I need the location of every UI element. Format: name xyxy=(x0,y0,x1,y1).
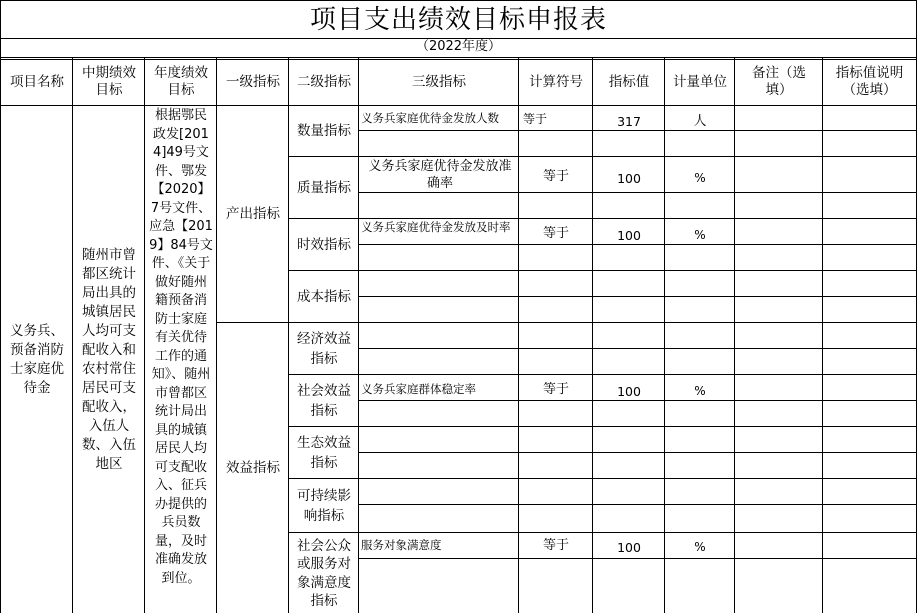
grid-line-h xyxy=(0,38,917,39)
grid-line-h xyxy=(288,156,917,157)
satisfaction-value: 100 xyxy=(617,540,641,555)
grid-line-v xyxy=(734,57,735,613)
grid-line-h xyxy=(216,322,917,323)
grid-line-h xyxy=(358,130,917,131)
level2-quality: 质量指标 xyxy=(297,179,351,196)
grid-line-h xyxy=(358,400,917,401)
quality-indicator-name: 义务兵家庭优待金发放准确率 xyxy=(368,159,512,191)
timeliness-symbol: 等于 xyxy=(542,226,569,241)
grid-line-h xyxy=(358,504,917,505)
quality-unit: % xyxy=(694,171,706,185)
header-level1: 一级指标 xyxy=(226,73,280,90)
quantity-symbol: 等于 xyxy=(523,112,548,126)
grid-line-h xyxy=(358,558,917,559)
grid-line-v xyxy=(592,57,593,613)
grid-line-h xyxy=(288,270,917,271)
satisfaction-symbol: 等于 xyxy=(542,538,569,553)
quantity-unit: 人 xyxy=(693,114,707,129)
grid-line-v xyxy=(216,57,217,613)
social-symbol: 等于 xyxy=(542,382,569,397)
quality-value: 100 xyxy=(617,171,641,186)
mid-target-cell: 随州市曾都区统计局出具的城镇居民人均可支配收入和农村常住居民可支配收入，入伍人数、入伍地区 xyxy=(82,246,136,472)
grid-line-v xyxy=(0,0,1,613)
header-value: 指标值 xyxy=(608,73,650,90)
quality-symbol: 等于 xyxy=(542,169,569,184)
grid-line-h xyxy=(288,374,917,375)
grid-line-h xyxy=(288,426,917,427)
grid-line-h xyxy=(288,532,917,533)
level2-ecological: 生态效益指标 xyxy=(297,435,351,471)
grid-line-v xyxy=(822,57,823,613)
grid-line-h xyxy=(288,218,917,219)
timeliness-indicator-name: 义务兵家庭优待金发放及时率 xyxy=(361,220,511,234)
grid-line-h xyxy=(358,348,917,349)
grid-line-v xyxy=(358,57,359,613)
header-level3: 三级指标 xyxy=(412,73,466,90)
social-value: 100 xyxy=(617,384,641,399)
grid-line-v xyxy=(144,57,145,613)
grid-line-h xyxy=(288,478,917,479)
level2-social: 社会效益指标 xyxy=(297,383,351,419)
header-mid-target: 中期绩效目标 xyxy=(82,65,136,98)
grid-line-v xyxy=(288,57,289,613)
quantity-value: 317 xyxy=(617,114,641,129)
grid-line-h xyxy=(0,57,917,58)
grid-line-h xyxy=(0,0,917,1)
header-symbol: 计算符号 xyxy=(529,73,583,90)
grid-line-h xyxy=(358,296,917,297)
header-project-name: 项目名称 xyxy=(10,73,64,90)
level2-timeliness: 时效指标 xyxy=(297,236,351,253)
level2-satisfaction: 社会公众或服务对象满意度指标 xyxy=(297,537,351,609)
grid-line-v xyxy=(518,57,519,613)
level2-sustainable: 可持续影响指标 xyxy=(297,488,351,524)
table-subtitle: （2022年度） xyxy=(415,39,502,54)
social-unit: % xyxy=(694,384,706,398)
table-title: 项目支出绩效目标申报表 xyxy=(309,5,607,35)
header-level2: 二级指标 xyxy=(297,73,351,90)
level1-benefit: 效益指标 xyxy=(226,460,280,476)
timeliness-unit: % xyxy=(694,228,706,242)
grid-line-h xyxy=(358,452,917,453)
header-unit: 计量单位 xyxy=(673,73,727,90)
header-desc: 指标值说明（选填） xyxy=(835,65,904,98)
grid-line-v xyxy=(664,57,665,613)
timeliness-value: 100 xyxy=(617,228,641,243)
satisfaction-unit: % xyxy=(694,540,706,554)
grid-line-v xyxy=(72,57,73,613)
header-remark: 备注（选填） xyxy=(752,65,806,98)
level2-economic: 经济效益指标 xyxy=(297,331,351,367)
level2-quantity: 数量指标 xyxy=(297,122,351,139)
quantity-indicator-name: 义务兵家庭优待金发放人数 xyxy=(361,111,499,125)
annual-target-cell: 根据鄂民政发[2014]49号文件、鄂发【2020】7号文件、应急【2019】84号文件、《关于做好随州籍预备消防士家庭有关优待工作的通知》、随州市曾都区统计局出具的城镇居民人均可支配收入、征兵办提供的兵员数量，及时准确发放到位。 xyxy=(149,108,213,586)
grid-line-h xyxy=(358,244,917,245)
level2-cost: 成本指标 xyxy=(297,288,351,305)
satisfaction-indicator-name: 服务对象满意度 xyxy=(361,538,442,552)
project-name-cell: 义务兵、预备消防士家庭优待金 xyxy=(10,322,64,396)
header-annual-target: 年度绩效目标 xyxy=(154,65,208,98)
social-indicator-name: 义务兵家庭群体稳定率 xyxy=(361,382,476,396)
level1-output: 产出指标 xyxy=(226,205,280,222)
